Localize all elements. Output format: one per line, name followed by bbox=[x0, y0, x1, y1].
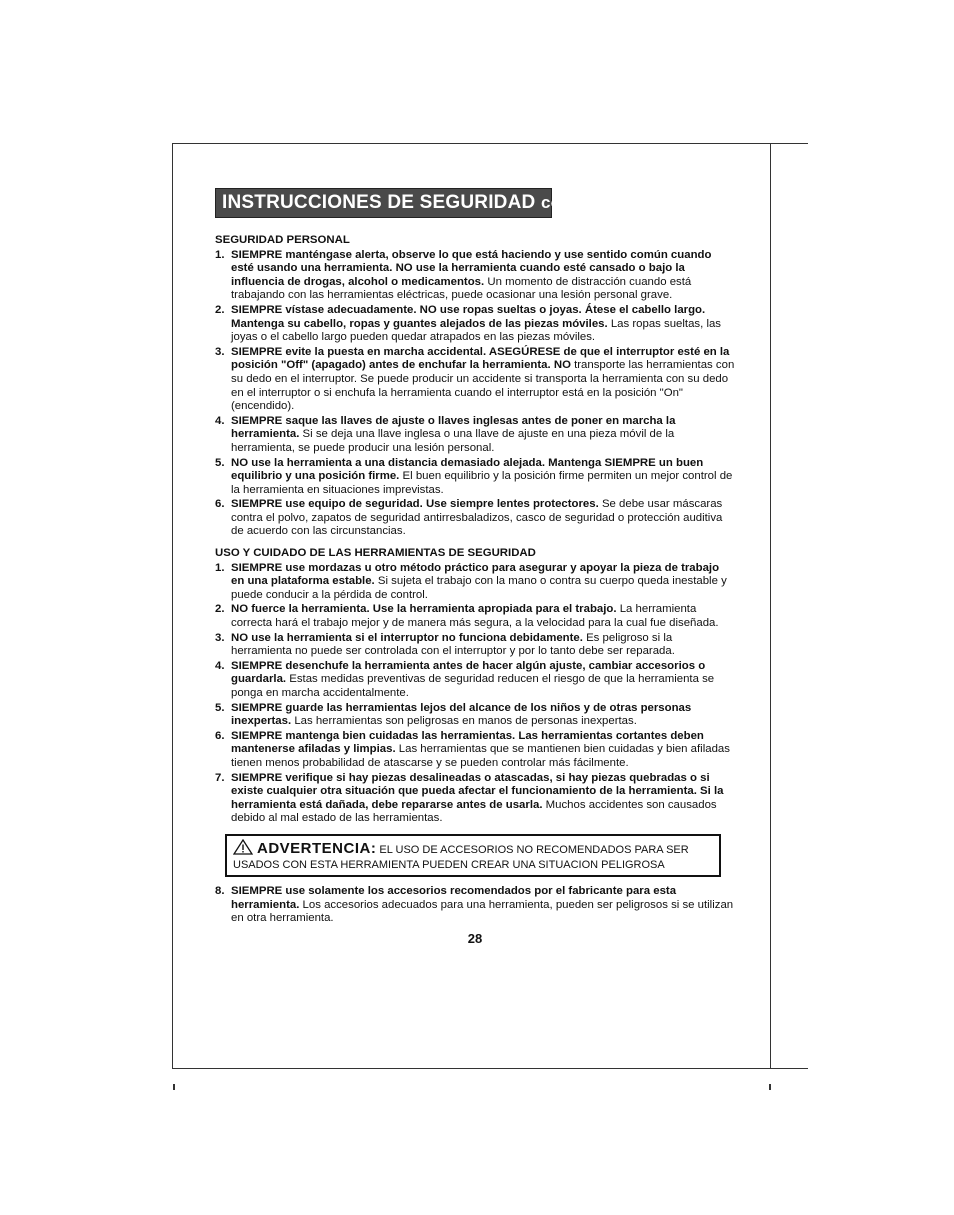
list-item bbox=[215, 457, 735, 498]
item-number: 2. bbox=[215, 303, 225, 316]
list-item bbox=[215, 632, 735, 659]
list-item bbox=[215, 730, 735, 771]
item-number: 5. bbox=[215, 456, 225, 469]
item-text: Si se deja una llave inglesa o una llave de ajuste en una pieza móvil de la herramienta, se puede producir una lesión personal. bbox=[231, 428, 675, 454]
section-title-personal: SEGURIDAD PERSONAL bbox=[215, 234, 350, 246]
item-bold-text: SIEMPRE evite la puesta en marcha accidental. ASEGÚRESE de que el interruptor esté en la posición "Off" (apagado) antes de enchufar la herramienta. NO bbox=[231, 345, 730, 372]
crop-mark-left bbox=[173, 1084, 175, 1090]
item-text: Se debe usar máscaras contra el polvo, zapatos de seguridad antirresbaladizos, casco de seguridad o protección auditiva de acuerdo con las circunstancias. bbox=[231, 498, 723, 538]
warning-text: EL USO DE ACCESORIOS NO RECOMENDADOS PARA SER USADOS CON ESTA HERRAMIENTA PUEDEN CREAR UNA SITUACION PELIGROSA bbox=[233, 843, 689, 871]
item-number: 1. bbox=[215, 248, 225, 261]
item-bold-text: SIEMPRE mantenga bien cuidadas las herramientas. Las herramientas cortantes deben mantenerse afiladas y limpias. bbox=[231, 729, 704, 756]
item-text: Es peligroso si la herramienta no puede ser controlada con el interruptor y por lo tanto debe ser reparada. bbox=[231, 631, 675, 658]
tool-care-list-continued bbox=[215, 885, 735, 926]
list-item bbox=[215, 603, 735, 630]
warning-heading: ADVERTENCIA: bbox=[257, 839, 377, 857]
item-text: Las herramientas que se mantienen bien cuidadas y bien afiladas tienen menos probabilidad de atascarse y se pueden controlar más fácilmente. bbox=[231, 743, 730, 769]
warning-triangle-icon bbox=[233, 839, 253, 859]
item-bold-text: NO use la herramienta a una distancia demasiado alejada. Mantenga SIEMPRE un buen equilibrio y una posición firme. bbox=[231, 456, 704, 483]
item-bold-text: SIEMPRE vístase adecuadamente. NO use ropas sueltas o joyas. Átese el cabello largo. Mantenga su cabello, ropas y guantes alejados de las piezas móviles. bbox=[231, 303, 706, 330]
tool-care-list bbox=[215, 562, 735, 826]
list-item bbox=[215, 562, 735, 603]
list-item bbox=[215, 885, 735, 926]
page-number: 28 bbox=[467, 930, 483, 946]
personal-safety-list bbox=[215, 249, 735, 539]
list-item bbox=[215, 498, 735, 539]
page-frame-left bbox=[172, 143, 173, 1068]
item-bold-text: SIEMPRE use solamente los accesorios recomendados por el fabricante para esta herramienta. bbox=[231, 884, 677, 911]
list-item bbox=[215, 702, 735, 729]
crop-mark-right bbox=[769, 1084, 771, 1090]
item-number: 4. bbox=[215, 659, 225, 672]
list-item bbox=[215, 346, 735, 414]
item-text: Las herramientas son peligrosas en manos de personas inexpertas. bbox=[291, 715, 637, 728]
item-number: 1. bbox=[215, 561, 225, 574]
item-number: 4. bbox=[215, 414, 225, 427]
item-text: transporte las herramientas con su dedo en el interruptor. Se puede producir un accidente si transporta la herramienta con su dedo en el interruptor o si enchufa la herramienta cuando el interruptor está en la posición "On" (encendido). bbox=[231, 359, 735, 413]
warning-box bbox=[225, 834, 721, 877]
item-bold-text: SIEMPRE verifique si hay piezas desalineadas o atascadas, si hay piezas quebradas o si existe cualquier otra situación que pueda afectar el funcionamiento de la herramienta. Si la herramienta está dañada, debe repararse antes de usarla. bbox=[231, 771, 724, 811]
item-bold-text: NO use la herramienta si el interruptor no funciona debidamente. bbox=[231, 631, 583, 644]
item-bold-text: SIEMPRE guarde las herramientas lejos del alcance de los niños y de otras personas inexpertas. bbox=[231, 701, 692, 728]
item-bold-text: SIEMPRE desenchufe la herramienta antes de hacer algún ajuste, cambiar accesorios o guardarla. bbox=[231, 659, 706, 686]
section-banner bbox=[215, 188, 583, 218]
item-number: 6. bbox=[215, 729, 225, 742]
list-item bbox=[215, 772, 735, 826]
banner-title: INSTRUCCIONES DE SEGURIDAD bbox=[222, 192, 536, 213]
page-frame-right bbox=[770, 143, 771, 1068]
item-text: Muchos accidentes son causados debido al mal estado de las herramientas. bbox=[231, 798, 717, 825]
item-number: 5. bbox=[215, 701, 225, 714]
document-body bbox=[215, 234, 735, 945]
item-number: 2. bbox=[215, 603, 225, 616]
item-number: 6. bbox=[215, 498, 225, 511]
page-frame-top bbox=[172, 143, 808, 144]
page-frame-bottom bbox=[172, 1068, 808, 1069]
item-number: 3. bbox=[215, 345, 225, 358]
item-text: Si sujeta el trabajo con la mano o contra su cuerpo queda inestable y puede conducir a la pérdida de control. bbox=[231, 575, 727, 601]
list-item bbox=[215, 660, 735, 701]
item-text: Un momento de distracción cuando está trabajando con las herramientas eléctricas, puede ocasionar una lesión personal grave. bbox=[231, 275, 692, 302]
item-text: Estas medidas preventivas de seguridad reducen el riesgo de que la herramienta se ponga en marcha accidentalmente. bbox=[231, 673, 715, 699]
list-item bbox=[215, 415, 735, 456]
item-text: El buen equilibrio y la posición firme permiten un mejor control de la herramienta en situaciones imprevistas. bbox=[231, 470, 733, 496]
item-bold-text: SIEMPRE saque las llaves de ajuste o llaves inglesas antes de poner en marcha la herramienta. bbox=[231, 414, 676, 441]
list-item bbox=[215, 249, 735, 303]
banner-suffix: cont. bbox=[540, 193, 583, 212]
item-bold-text: NO fuerce la herramienta. Use la herramienta apropiada para el trabajo. bbox=[231, 603, 617, 616]
section-title-tools: USO Y CUIDADO DE LAS HERRAMIENTAS DE SEGURIDAD bbox=[215, 547, 536, 560]
item-text: Los accesorios adecuados para una herramienta, pueden ser peligrosos si se utilizan en otra herramienta. bbox=[231, 898, 734, 925]
item-bold-text: SIEMPRE use equipo de seguridad. Use siempre lentes protectores. bbox=[231, 498, 599, 511]
item-bold-text: SIEMPRE manténgase alerta, observe lo que está haciendo y use sentido común cuando esté usando una herramienta. NO use la herramienta cuando esté cansado o bajo la influencia de drogas, alcohol o medicamentos. bbox=[231, 248, 712, 288]
item-number: 3. bbox=[215, 631, 225, 644]
item-text: Las ropas sueltas, las joyas o el cabello largo pueden quedar atrapados en las piezas móviles. bbox=[231, 317, 722, 344]
item-bold-text: SIEMPRE use mordazas u otro método práctico para asegurar y apoyar la pieza de trabajo en una plataforma estable. bbox=[231, 561, 720, 588]
item-number: 8. bbox=[215, 884, 225, 897]
list-item bbox=[215, 304, 735, 345]
item-text: La herramienta correcta hará el trabajo mejor y de manera más segura, a la velocidad para la cual fue diseñada. bbox=[231, 603, 719, 630]
item-number: 7. bbox=[215, 771, 225, 784]
